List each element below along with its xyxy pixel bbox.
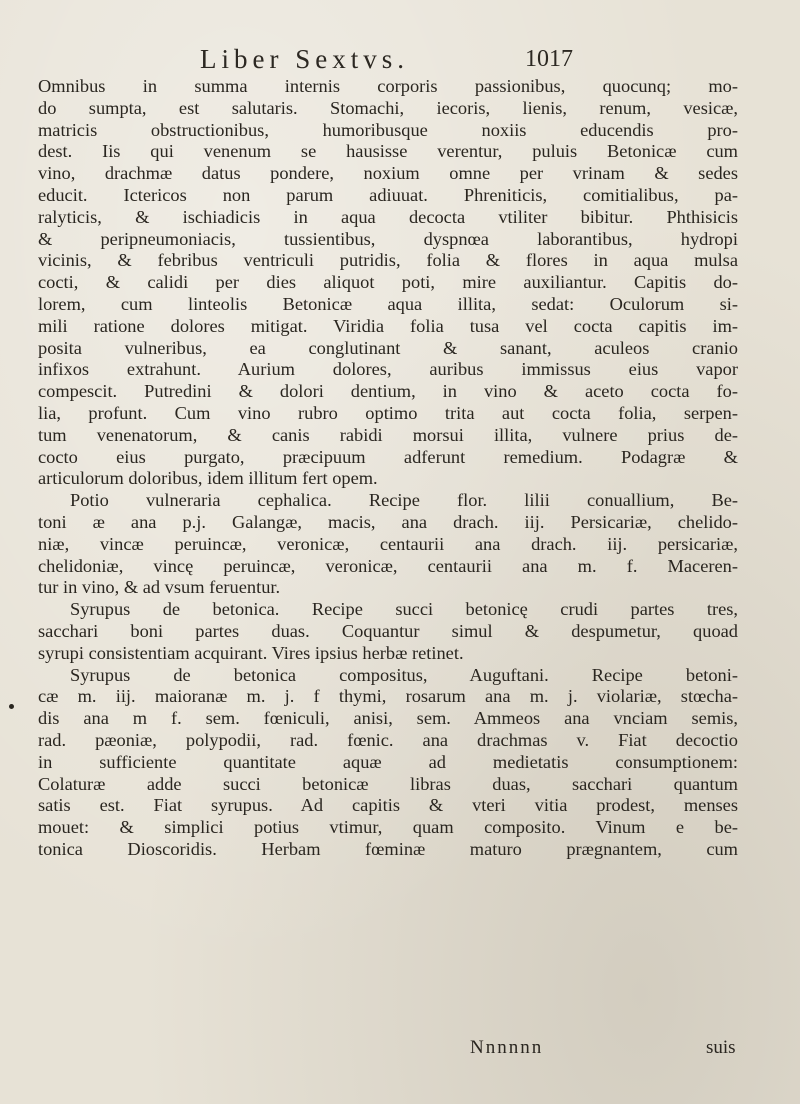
page-number: 1017 (525, 46, 573, 72)
text-line: compescit. Putredini & dolori dentium, in vino & aceto cocta fo- (38, 381, 738, 402)
text-line: dis ana m f. sem. fœniculi, anisi, sem. Ammeos ana vnciam semis, (38, 708, 738, 729)
text-line: matricis obstructionibus, humoribusque noxiis educendis pro- (38, 119, 738, 140)
text-line: Syrupus de betonica compositus, Auguftani. Recipe betoni- (70, 664, 738, 685)
text-line: cæ m. iij. maioranæ m. j. f thymi, rosarum ana m. j. violariæ, stœcha- (38, 686, 738, 707)
text-line: & peripneumoniacis, tussientibus, dyspnœa laborantibus, hydropi (38, 228, 738, 249)
text-line: sacchari boni partes duas. Coquantur simul & despumetur, quoad (38, 620, 738, 641)
text-line: tur in vino, & ad vsum feruentur. (38, 577, 281, 598)
text-line: satis est. Fiat syrupus. Ad capitis & vteri vitia prodest, menses (38, 795, 738, 816)
text-line: lia, profunt. Cum vino rubro optimo trita aut cocta folia, serpen- (38, 402, 738, 423)
text-line: syrupi consistentiam acquirant. Vires ipsius herbæ retinet. (38, 642, 464, 663)
text-line: educit. Ictericos non parum adiuuat. Phreniticis, comitialibus, pa- (38, 184, 738, 205)
text-line: mili ratione dolores mitigat. Viridia folia tusa vel cocta capitis im- (38, 315, 738, 336)
text-line: Syrupus de betonica. Recipe succi betonicę crudi partes tres, (70, 599, 738, 620)
catchword: suis (706, 1037, 736, 1058)
text-line: do sumpta, est salutaris. Stomachi, iecoris, lienis, renum, vesicæ, (38, 97, 738, 118)
text-line: vicinis, & febribus ventriculi putridis, folia & flores in aqua mulsa (38, 250, 738, 271)
text-line: Omnibus in summa internis corporis passionibus, quocunq; mo- (38, 76, 738, 96)
running-head: Liber Sextvs. (200, 44, 409, 74)
body-text (38, 76, 738, 861)
text-line: cocto eius purgato, præcipuum adferunt remedium. Podagræ & (38, 446, 738, 467)
text-line: chelidoniæ, vincę peruincæ, veronicæ, centaurii ana m. f. Maceren- (38, 555, 738, 576)
text-line: in sufficiente quantitate aquæ ad medietatis consumptionem: (38, 751, 738, 772)
text-line: Colaturæ adde succi betonicæ libras duas, sacchari quantum (38, 773, 738, 794)
text-line: mouet: & simplici potius vtimur, quam composito. Vinum e be- (38, 817, 738, 838)
text-line: dest. Iis qui venenum se hausisse verentur, puluis Betonicæ cum (38, 141, 738, 162)
text-line: tum venenatorum, & canis rabidi morsui illita, vulnere prius de- (38, 424, 738, 445)
text-line: articulorum doloribus, idem illitum fert opem. (38, 468, 378, 489)
signature-mark: Nnnnnn (470, 1037, 544, 1058)
text-line: cocti, & calidi per dies aliquot poti, mire auxiliantur. Capitis do- (38, 272, 738, 293)
text-line: lorem, cum linteolis Betonicæ aqua illita, sedat: Oculorum si- (38, 293, 738, 314)
margin-mark (9, 704, 14, 709)
text-line: infixos extrahunt. Aurium dolores, auribus immissus eius vapor (38, 359, 738, 380)
text-line: Potio vulneraria cephalica. Recipe flor. lilii conuallium, Be- (70, 490, 738, 511)
text-line: niæ, vincæ peruincæ, veronicæ, centaurii ana drach. iij. persicariæ, (38, 533, 738, 554)
text-line: vino, drachmæ datus pondere, noxium omne per vrinam & sedes (38, 163, 738, 184)
text-line: tonica Dioscoridis. Herbam fœminæ maturo prægnantem, cum (38, 838, 738, 859)
text-line: ralyticis, & ischiadicis in aqua decocta vtiliter bibitur. Phthisicis (38, 206, 738, 227)
text-line: posita vulneribus, ea conglutinant & sanant, aculeos cranio (38, 337, 738, 358)
text-line: toni æ ana p.j. Galangæ, macis, ana drach. iij. Persicariæ, chelido- (38, 511, 738, 532)
text-line: rad. pæoniæ, polypodii, rad. fœnic. ana drachmas v. Fiat decoctio (38, 729, 738, 750)
